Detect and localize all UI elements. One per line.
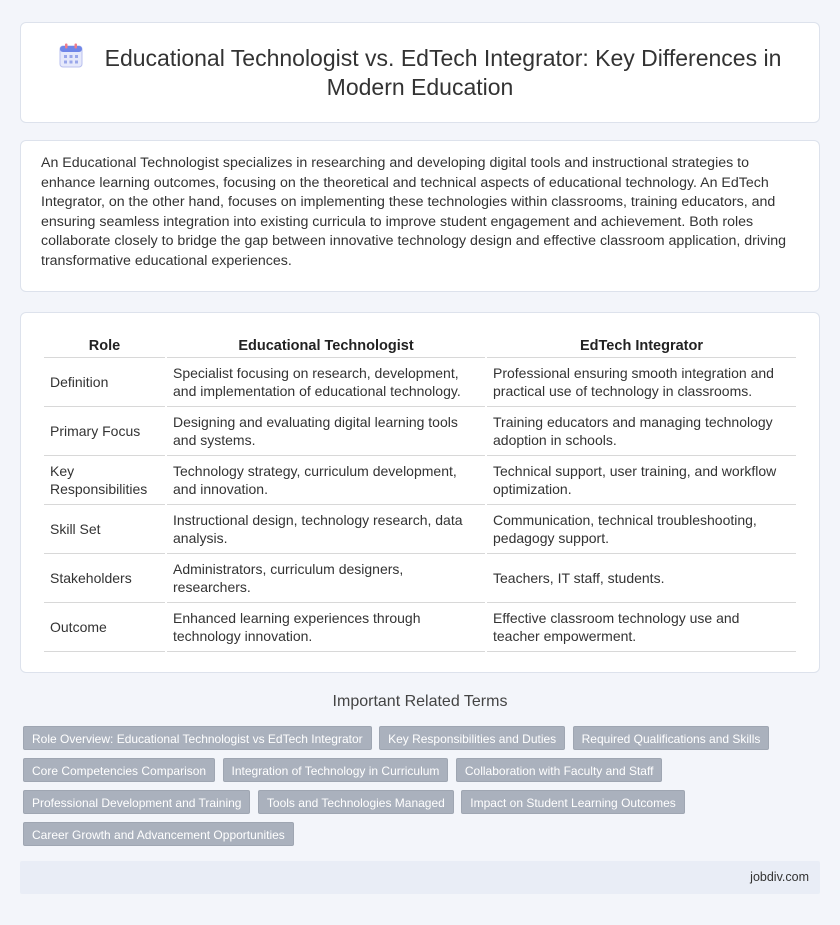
row-role-cell: Key Responsibilities xyxy=(44,456,165,505)
row-role-cell: Primary Focus xyxy=(44,407,165,456)
row-technologist-cell: Specialist focusing on research, development, and implementation of educational technology. xyxy=(167,358,485,407)
related-term-tag[interactable]: Collaboration with Faculty and Staff xyxy=(456,758,663,782)
row-integrator-cell: Communication, technical troubleshooting, pedagogy support. xyxy=(487,505,796,554)
table-row xyxy=(44,358,796,407)
related-term-tag[interactable]: Professional Development and Training xyxy=(23,790,250,814)
intro-paragraph: An Educational Technologist specializes in researching and developing digital tools and instructional strategies to enhance learning outcomes, focusing on the theoretical and technical aspects of educational technology. An EdTech Integrator, on the other hand, focuses on implementing these technologies within classrooms, training educators, and ensuring seamless integration into existing curricula to improve student engagement and achievement. Both roles collaborate closely to bridge the gap between innovative technology design and effective classroom application, driving transformative educational experiences. xyxy=(41,155,787,269)
related-term-tag[interactable]: Tools and Technologies Managed xyxy=(258,790,454,814)
header-educational-technologist: Educational Technologist xyxy=(167,330,485,358)
calendar-icon xyxy=(59,43,83,68)
related-terms-list xyxy=(23,726,803,854)
title-card xyxy=(20,22,820,123)
row-role-cell: Skill Set xyxy=(44,505,165,554)
table-row xyxy=(44,554,796,603)
row-role-cell: Outcome xyxy=(44,603,165,652)
row-integrator-cell: Technical support, user training, and workflow optimization. xyxy=(487,456,796,505)
row-technologist-cell: Technology strategy, curriculum development, and innovation. xyxy=(167,456,485,505)
row-integrator-cell: Training educators and managing technology adoption in schools. xyxy=(487,407,796,456)
related-term-tag[interactable]: Career Growth and Advancement Opportunities xyxy=(23,822,294,846)
related-term-tag[interactable]: Key Responsibilities and Duties xyxy=(379,726,565,750)
related-term-tag[interactable]: Role Overview: Educational Technologist vs EdTech Integrator xyxy=(23,726,372,750)
table-row xyxy=(44,456,796,505)
header-role: Role xyxy=(44,330,165,358)
row-technologist-cell: Designing and evaluating digital learning tools and systems. xyxy=(167,407,485,456)
related-term-tag[interactable]: Integration of Technology in Curriculum xyxy=(223,758,449,782)
row-integrator-cell: Professional ensuring smooth integration and practical use of technology in classrooms. xyxy=(487,358,796,407)
comparison-table xyxy=(42,330,798,652)
related-term-tag[interactable]: Core Competencies Comparison xyxy=(23,758,215,782)
row-role-cell: Stakeholders xyxy=(44,554,165,603)
footer xyxy=(20,861,820,894)
header-edtech-integrator: EdTech Integrator xyxy=(487,330,796,358)
footer-site-link[interactable]: jobdiv.com xyxy=(750,870,809,884)
comparison-table-card xyxy=(20,312,820,673)
related-term-tag[interactable]: Required Qualifications and Skills xyxy=(573,726,770,750)
row-technologist-cell: Instructional design, technology research, data analysis. xyxy=(167,505,485,554)
table-row xyxy=(44,505,796,554)
row-integrator-cell: Teachers, IT staff, students. xyxy=(487,554,796,603)
intro-card xyxy=(20,140,820,292)
page-title xyxy=(21,43,819,102)
related-terms-heading: Important Related Terms xyxy=(332,693,508,710)
table-row xyxy=(44,407,796,456)
row-technologist-cell: Administrators, curriculum designers, researchers. xyxy=(167,554,485,603)
page-title-text: Educational Technologist vs. EdTech Integrator: Key Differences in Modern Education xyxy=(104,45,782,100)
row-role-cell: Definition xyxy=(44,358,165,407)
table-header-row xyxy=(44,330,796,358)
table-row xyxy=(44,603,796,652)
row-technologist-cell: Enhanced learning experiences through technology innovation. xyxy=(167,603,485,652)
row-integrator-cell: Effective classroom technology use and teacher empowerment. xyxy=(487,603,796,652)
related-term-tag[interactable]: Impact on Student Learning Outcomes xyxy=(461,790,684,814)
